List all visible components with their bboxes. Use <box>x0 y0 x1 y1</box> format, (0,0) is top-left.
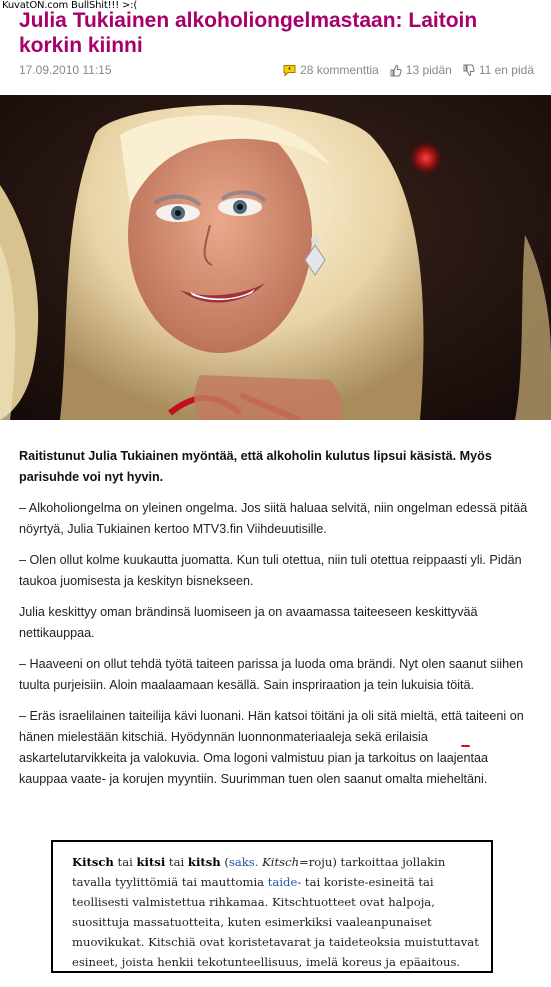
dislikes-count: 11 en pidä <box>478 63 534 77</box>
comments-link[interactable] <box>283 63 379 77</box>
term-kitsch-german: Kitsch <box>262 855 300 869</box>
watermark: KuvatON.com BullShit!!! >:( <box>2 0 138 11</box>
definition-fragment: =roju) tarkoittaa jollakin tavalla tyylittömiä tai mauttomia <box>72 855 446 889</box>
definition-text <box>72 852 480 972</box>
article-stats <box>283 63 534 77</box>
paragraph-end: Hyödynnän luonnonmateriaaleja sekä erilaisia askartelutarvikkeita ja valokuvia. Oma logoni valmistuu pian ja tarkoitus on laajentaa kauppaa vaate- ja korujen myyntiin. Suurimman tuen olen saanut omalta mieheltäni. <box>19 730 489 786</box>
publish-date: 17.09.2010 11:15 <box>19 63 112 77</box>
article-paragraph <box>19 706 537 790</box>
article-title: Julia Tukiainen alkoholiongelmastaan: Laitoin korkin kiinni <box>19 9 478 57</box>
article-lead: Raitistunut Julia Tukiainen myöntää, että alkoholin kulutus lipsui käsistä. Myös parisuhde voi nyt hyvin. <box>19 449 492 484</box>
paragraph-start: – Eräs israelilainen taiteilija kävi luonani. Hän katsoi töitäni ja oli sitä mieltä, että <box>19 709 463 723</box>
article-paragraph: – Haaveeni on ollut tehdä työtä taiteen parissa ja luoda oma brändi. Nyt olen saanut siihen tuulta purjeisiin. Aloin maalaamaan kesällä. Sain inspriraation ja tein lukuisia töitä. <box>19 657 524 692</box>
likes-count: 13 pidän <box>405 63 452 77</box>
article-paragraph: – Alkoholiongelma on yleinen ongelma. Jos siitä haluaa selvitä, niin ongelman edessä pitää nöyrtyä, Julia Tukiainen kertoo MTV3.fin Viihdeuutisille. <box>19 501 528 536</box>
definition-box <box>51 840 493 973</box>
term-kitsi: kitsi <box>136 855 166 869</box>
thumb-down-icon <box>462 64 475 77</box>
term-kitsh: kitsh <box>187 855 221 869</box>
highlighted-quote-text: taiteeni on hänen mielestään kitschiä. <box>19 709 524 744</box>
dislike-button[interactable] <box>462 63 534 77</box>
definition-fragment: - tai koriste-esineitä tai teollisesti valmistettua rihkamaa. Kitschtuotteet ovat halpoja, suosittuja massatuotteita, kuten esimerkiksi vaaleanpunaiset muovikukat. Kitschiä ovat koristetavarat ja taideteoksia muistuttavat esineet, joista henkii tekotunteellisuus, imelä koreus ja epäaitous. <box>72 875 479 969</box>
saks-link[interactable]: saks. <box>228 855 259 869</box>
taide-link[interactable]: taide <box>267 875 298 889</box>
like-button[interactable] <box>389 63 452 77</box>
article-paragraph: – Olen ollut kolme kuukautta juomatta. Kun tuli otettua, niin tuli otettua reippaasti yli. Pidän taukoa juomisesta ja keskityn bisnekseen. <box>19 553 522 588</box>
article-meta <box>19 63 539 79</box>
comments-count: 28 kommenttia <box>300 63 379 77</box>
article-paragraph: Julia keskittyy oman brändinsä luomiseen ja on avaamassa taiteeseen keskittyvää nettikauppaa. <box>19 605 478 640</box>
definition-fragment: ( <box>220 855 229 869</box>
term-kitsch: Kitsch <box>72 855 114 869</box>
article-photo <box>0 95 551 420</box>
speech-bubble-icon <box>283 64 296 77</box>
definition-fragment: tai <box>113 855 137 869</box>
definition-fragment: tai <box>165 855 188 869</box>
thumb-up-icon <box>389 64 402 77</box>
article-body <box>19 446 537 800</box>
red-underline <box>461 745 470 747</box>
